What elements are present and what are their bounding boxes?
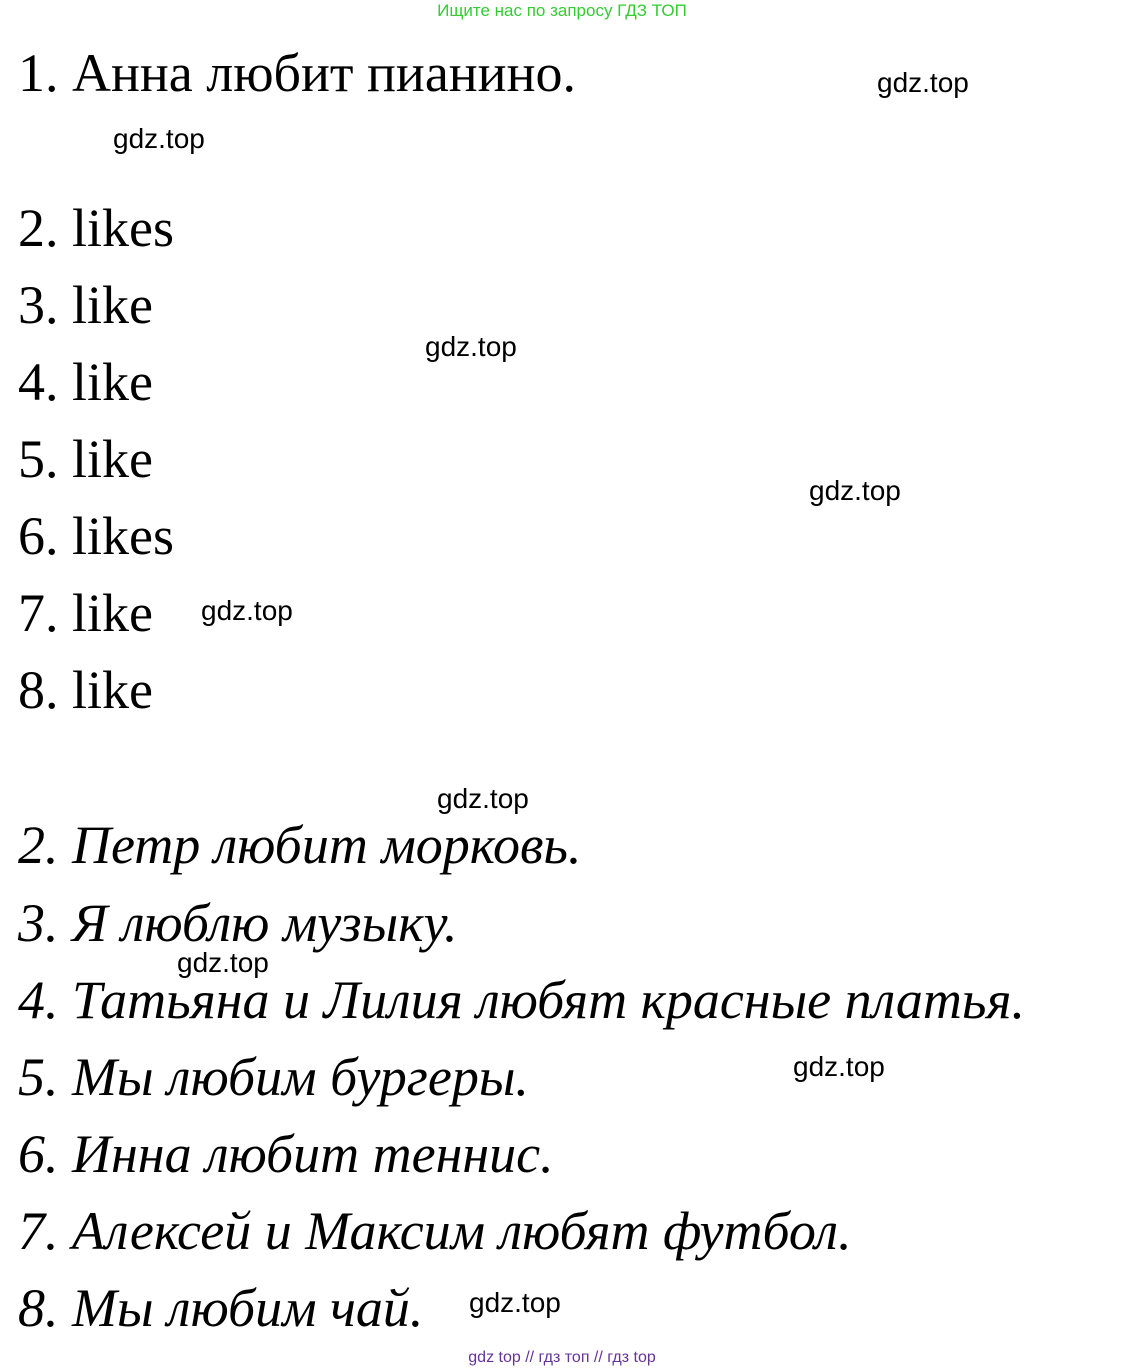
watermark: gdz.top bbox=[437, 783, 529, 814]
watermark: gdz.top bbox=[877, 67, 969, 98]
watermark: gdz.top bbox=[793, 1051, 885, 1082]
translation-line-5: 5. Мы любим бургеры. bbox=[18, 1047, 529, 1107]
answer-line-6: 6. likes bbox=[18, 506, 174, 566]
translation-line-2: 2. Петр любит морковь. bbox=[18, 815, 582, 875]
translation-line-4: 4. Татьяна и Лилия любят красные платья. bbox=[18, 970, 1026, 1030]
watermark: gdz.top bbox=[113, 123, 205, 154]
translation-line-6: 6. Инна любит теннис. bbox=[18, 1124, 554, 1184]
top-banner: Ищите нас по запросу ГДЗ ТОП bbox=[437, 1, 687, 20]
watermark: gdz.top bbox=[177, 947, 269, 978]
watermark: gdz.top bbox=[469, 1287, 561, 1318]
answer-line-3: 3. like bbox=[18, 275, 153, 335]
answer-line-4: 4. like bbox=[18, 352, 153, 412]
answer-line-2: 2. likes bbox=[18, 198, 174, 258]
answer-line-1: 1. Анна любит пианино. bbox=[18, 43, 576, 103]
answer-line-7: 7. like bbox=[18, 583, 153, 643]
answer-line-5: 5. like bbox=[18, 429, 153, 489]
answer-line-8: 8. like bbox=[18, 660, 153, 720]
translation-line-8: 8. Мы любим чай. bbox=[18, 1278, 424, 1338]
footer-watermark: gdz top // гдз топ // гдз top bbox=[468, 1349, 656, 1366]
translation-line-3: 3. Я люблю музыку. bbox=[18, 893, 458, 953]
translation-line-7: 7. Алексей и Максим любят футбол. bbox=[18, 1201, 852, 1261]
watermark: gdz.top bbox=[809, 475, 901, 506]
watermark: gdz.top bbox=[425, 331, 517, 362]
watermark: gdz.top bbox=[201, 595, 293, 626]
